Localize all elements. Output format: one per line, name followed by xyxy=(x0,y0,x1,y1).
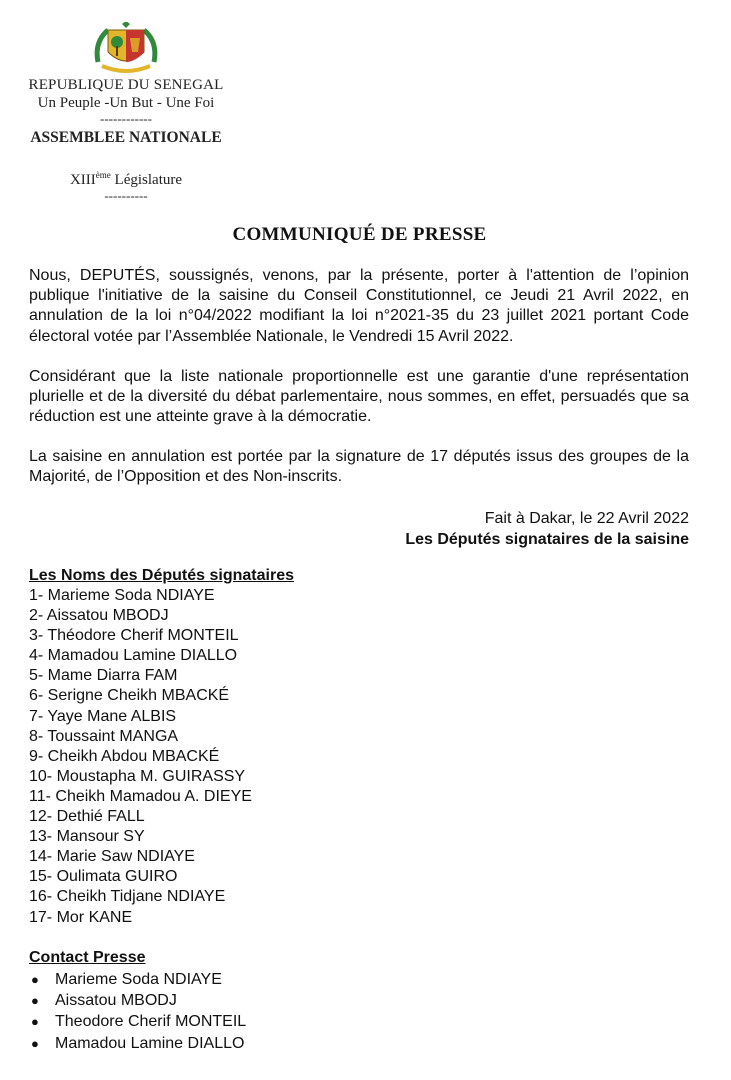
paragraph-saisine: La saisine en annulation est portée par la signature de 17 députés issus des groupes de la Majorité, de l’Opposition et des Non-inscrits. xyxy=(29,448,689,486)
contact-name: Marieme Soda NDIAYE xyxy=(55,971,222,988)
legislature-label: Législature xyxy=(110,172,183,188)
letterhead xyxy=(10,22,242,202)
list-item xyxy=(29,1011,246,1032)
bullet-icon: ● xyxy=(31,972,39,987)
contact-list xyxy=(29,969,246,1054)
list-item: 3- Théodore Cherif MONTEIL xyxy=(29,627,239,645)
list-item: 6- Serigne Cheikh MBACKÉ xyxy=(29,687,230,705)
list-item: 15- Oulimata GUIRO xyxy=(29,868,178,886)
names-heading: Les Noms des Députés signataires xyxy=(29,567,294,584)
coat-of-arms-icon xyxy=(92,22,160,74)
contact-name: Theodore Cherif MONTEIL xyxy=(55,1013,247,1031)
signatories-line: Les Députés signataires de la saisine xyxy=(405,531,689,548)
document-title: COMMUNIQUÉ DE PRESSE xyxy=(232,224,487,245)
deputies-list xyxy=(29,586,252,928)
list-item: 9- Cheikh Abdou MBACKÉ xyxy=(29,747,220,765)
list-item: 7- Yaye Mane ALBIS xyxy=(29,707,177,725)
country-name: REPUBLIQUE DU SENEGAL xyxy=(28,77,224,93)
separator: ---------- xyxy=(104,188,148,203)
legislature-number: XIII xyxy=(69,172,96,188)
contact-name: Mamadou Lamine DIALLO xyxy=(55,1034,245,1052)
national-motto: Un Peuple -Un But - Une Foi xyxy=(37,95,215,111)
list-item: 12- Dethié FALL xyxy=(29,808,145,826)
list-item: 10- Moustapha M. GUIRASSY xyxy=(29,767,246,785)
paragraph-intro: Nous, DEPUTÉS, soussignés, venons, par la présente, porter à l'attention de l’opinion publique l'initiative de la saisine du Conseil Constitutionnel, ce Jeudi 21 Avril 2022, en annulation de la loi n°04/2022 modifiant la loi n°2021-35 du 23 juillet 2021 portant Code électoral votée par l’Assemblée Nationale, le Vendredi 15 Avril 2022. xyxy=(29,267,689,345)
list-item xyxy=(29,990,246,1011)
bullet-icon: ● xyxy=(31,1014,39,1030)
list-item: 16- Cheikh Tidjane NDIAYE xyxy=(29,888,226,906)
list-item xyxy=(29,969,246,990)
bullet-icon: ● xyxy=(31,1035,39,1051)
contact-name: Aissatou MBODJ xyxy=(55,992,177,1010)
place-date: Fait à Dakar, le 22 Avril 2022 xyxy=(484,510,689,527)
list-item: 14- Marie Saw NDIAYE xyxy=(29,848,195,866)
list-item: 11- Cheikh Mamadou A. DIEYE xyxy=(29,787,252,805)
list-item: 17- Mor KANE xyxy=(29,908,133,926)
contact-heading: Contact Presse xyxy=(29,949,146,966)
list-item xyxy=(29,1033,246,1054)
legislature xyxy=(10,166,242,189)
list-item: 8- Toussaint MANGA xyxy=(29,727,179,745)
list-item: 4- Mamadou Lamine DIALLO xyxy=(29,647,238,665)
list-item: 2- Aissatou MBODJ xyxy=(29,607,169,625)
legislature-ordinal: ème xyxy=(95,170,111,180)
list-item: 5- Mame Diarra FAM xyxy=(29,667,178,685)
assembly-name: ASSEMBLEE NATIONALE xyxy=(30,129,222,146)
bullet-icon: ● xyxy=(31,993,39,1009)
separator: ------------ xyxy=(100,111,152,126)
signature-block xyxy=(405,508,689,550)
list-item: 13- Mansour SY xyxy=(29,828,145,846)
paragraph-considerant: Considérant que la liste nationale proportionnelle est une garantie d'une représentation plurielle et de la diversité du débat parlementaire, nous sommes, en effet, persuadés que sa réduction est une atteinte grave à la démocratie. xyxy=(29,368,689,426)
list-item: 1- Marieme Soda NDIAYE xyxy=(29,587,215,604)
